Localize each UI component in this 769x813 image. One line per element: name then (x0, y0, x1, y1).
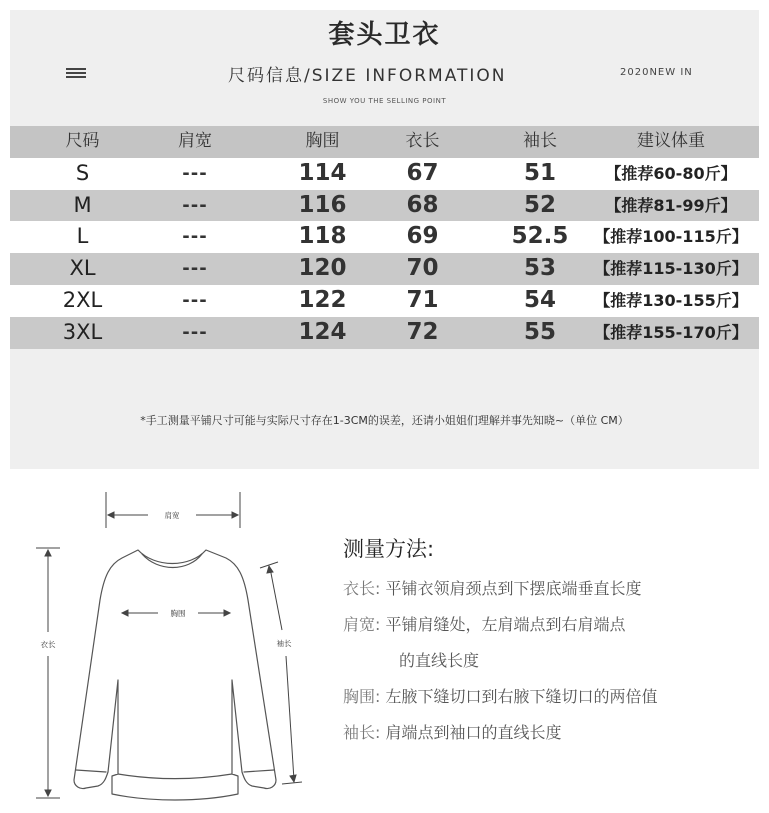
chest-cell: 122 (298, 286, 347, 313)
size-cell: XL (69, 256, 96, 281)
length-cell: 72 (406, 318, 439, 345)
length-cell: 67 (406, 159, 439, 186)
measure-line (343, 612, 626, 635)
chest-cell: 120 (298, 255, 347, 282)
tagline: SHOW YOU THE SELLING POINT (322, 97, 447, 105)
chest-label: 胸围 (170, 609, 186, 618)
chest-cell: 124 (298, 318, 347, 345)
column-header: 尺码 (65, 131, 100, 151)
measure-key: 衣长: (343, 579, 381, 598)
shoulder-cell: --- (182, 258, 208, 280)
weight-cell: 【推荐81-99斤】 (605, 195, 737, 215)
length-cell: 71 (406, 286, 439, 313)
column-header: 胸围 (305, 131, 340, 151)
measurement-note: *手工测量平铺尺寸可能与实际尺寸存在1-3CM的误差，还请小姐姐们理解并事先知晓~（单位 CM） (140, 414, 629, 427)
shoulder-label: 肩宽 (164, 511, 180, 520)
table-row (10, 221, 759, 253)
table-row (10, 158, 759, 190)
shoulder-cell: --- (182, 226, 208, 248)
chest-cell: 114 (298, 159, 347, 186)
measure-line (343, 576, 642, 599)
column-header: 袖长 (523, 131, 557, 151)
measure-text: 肩端点到袖口的直线长度 (385, 723, 562, 742)
measure-key: 胸围: (343, 687, 381, 706)
new-in-badge: 2020NEW IN (620, 67, 693, 78)
table-row (10, 285, 759, 317)
sleeve-cell: 52 (523, 191, 556, 218)
weight-cell: 【推荐115-130斤】 (594, 259, 748, 279)
sleeve-label: 袖长 (276, 639, 292, 648)
size-cell: 3XL (62, 319, 103, 344)
table-row (10, 317, 759, 349)
measure-text: 左腋下缝切口到右腋下缝切口的两倍值 (385, 687, 658, 706)
chest-cell: 118 (298, 223, 347, 250)
shoulder-cell: --- (182, 289, 208, 311)
size-table (10, 126, 759, 349)
column-header: 肩宽 (178, 131, 212, 151)
sleeve-cell: 52.5 (511, 223, 569, 250)
table-header-row (10, 126, 759, 158)
measure-line (343, 720, 562, 743)
size-cell: L (76, 224, 89, 249)
measure-line (343, 684, 658, 707)
length-label: 衣长 (40, 640, 56, 649)
size-cell: 2XL (62, 287, 103, 312)
measure-title: 测量方法: (343, 537, 435, 561)
sleeve-cell: 51 (523, 159, 556, 186)
sweater-measurement-diagram (20, 480, 320, 810)
shoulder-cell: --- (182, 321, 208, 343)
shoulder-cell: --- (182, 194, 208, 216)
weight-cell: 【推荐100-115斤】 (594, 227, 748, 247)
table-row (10, 190, 759, 222)
size-cell: S (75, 160, 90, 185)
measure-line (399, 648, 479, 671)
sleeve-cell: 53 (523, 255, 556, 282)
length-cell: 69 (406, 223, 439, 250)
measure-text: 平铺肩缝处，左肩端点到右肩端点 (385, 615, 626, 634)
column-header: 建议体重 (637, 131, 705, 151)
sleeve-cell: 55 (523, 318, 556, 345)
weight-cell: 【推荐155-170斤】 (594, 322, 748, 342)
measure-key: 肩宽: (343, 615, 381, 634)
size-info-subtitle: 尺码信息/SIZE INFORMATION (228, 66, 507, 86)
size-cell: M (73, 192, 92, 217)
weight-cell: 【推荐130-155斤】 (594, 290, 748, 310)
weight-cell: 【推荐60-80斤】 (605, 163, 737, 183)
column-header: 衣长 (405, 131, 440, 151)
chest-cell: 116 (298, 191, 347, 218)
measure-key: 袖长: (343, 723, 381, 742)
measure-text: 的直线长度 (399, 651, 480, 670)
menu-icon (66, 68, 86, 78)
page-title: 套头卫衣 (328, 20, 441, 50)
length-cell: 70 (406, 255, 439, 282)
table-row (10, 253, 759, 285)
length-cell: 68 (406, 191, 439, 218)
shoulder-cell: --- (182, 162, 208, 184)
sleeve-cell: 54 (523, 286, 556, 313)
measure-text: 平铺衣领肩颈点到下摆底端垂直长度 (385, 579, 642, 598)
